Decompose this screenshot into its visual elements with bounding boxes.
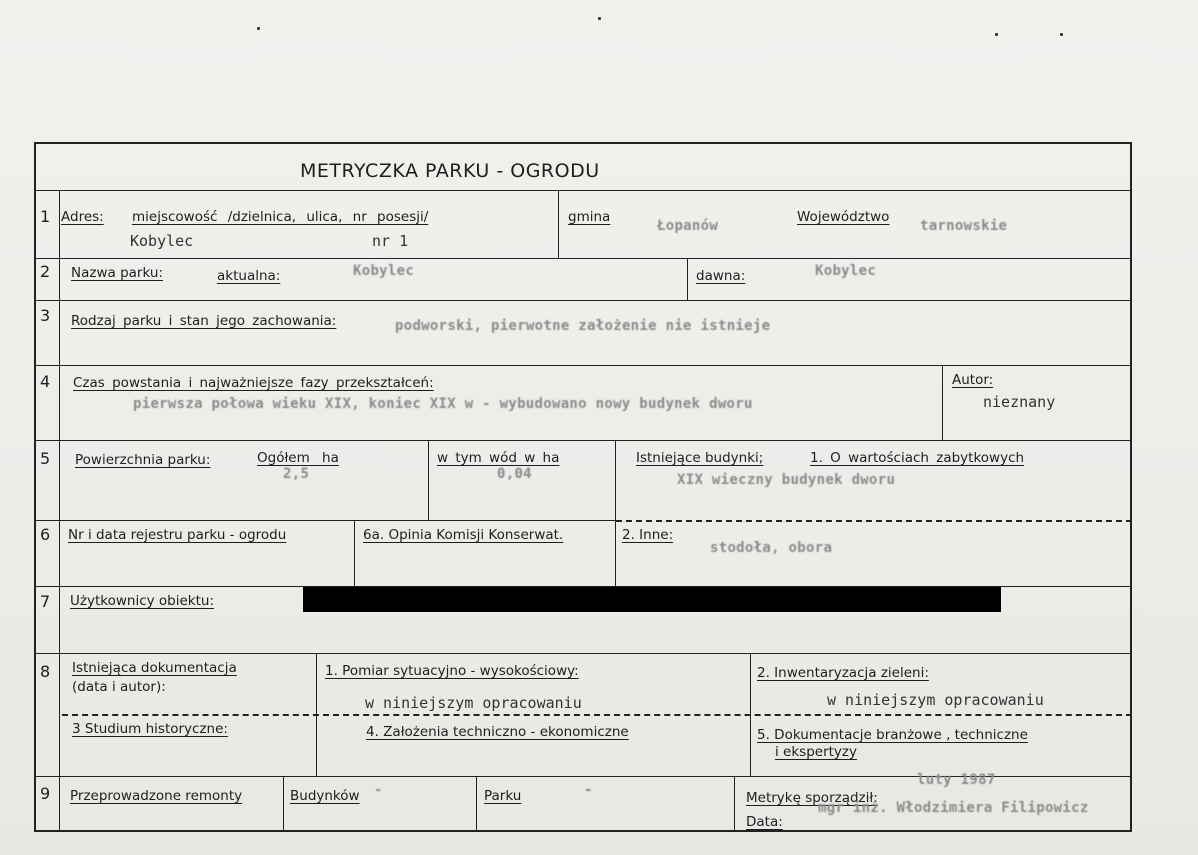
- commune-label: gmina: [568, 209, 611, 225]
- cell-divider: [942, 365, 943, 440]
- cell-divider: [428, 440, 429, 520]
- paper-speck: [257, 27, 260, 30]
- park-type-label: Rodzaj parku i stan jego zachowania:: [71, 313, 337, 329]
- cell-divider: [476, 776, 477, 832]
- form-title: METRYCZKA PARKU - OGRODU: [300, 160, 600, 182]
- current-name-value: Kobylec: [353, 263, 415, 279]
- voivodeship-label: Województwo: [797, 209, 890, 225]
- greenery-inventory-label: 2. Inwentaryzacja zieleni:: [757, 665, 929, 681]
- number-column-divider: [59, 190, 60, 832]
- row-number: 1: [40, 207, 51, 226]
- author-label: Autor:: [952, 372, 994, 388]
- total-area-value: 2,5: [283, 466, 310, 482]
- locality-value: Kobylec: [130, 232, 194, 250]
- water-area-label: w tym wód w ha: [437, 450, 560, 466]
- row-divider: [34, 520, 616, 521]
- locality-label: miejscowość /dzielnica, ulica, nr posesji/: [132, 209, 429, 225]
- former-name-value: Kobylec: [815, 263, 877, 279]
- row-number: 9: [40, 784, 51, 803]
- row-number: 6: [40, 525, 51, 544]
- row-divider-dashed: [62, 714, 1132, 716]
- cell-divider: [750, 653, 751, 776]
- conservator-opinion-label: 6a. Opinia Komisji Konserwat.: [363, 527, 564, 543]
- paper-speck: [995, 33, 998, 36]
- documentation-sublabel: (data i autor):: [72, 679, 166, 695]
- buildings-repairs-value: -: [374, 782, 383, 798]
- row-number: 4: [40, 372, 51, 391]
- cell-divider: [558, 190, 559, 258]
- repairs-label: Przeprowadzone remonty: [70, 788, 243, 804]
- buildings-repairs-label: Budynków: [290, 788, 360, 804]
- survey-label: 1. Pomiar sytuacyjno - wysokościowy:: [325, 663, 579, 679]
- row-number: 8: [40, 662, 51, 681]
- date-value: luty 1987: [917, 772, 996, 788]
- row-number: 7: [40, 592, 51, 611]
- buildings-label: Istniejące budynki;: [636, 450, 764, 466]
- house-number-value: nr 1: [372, 232, 409, 250]
- row-divider: [34, 440, 1132, 441]
- park-repairs-label: Parku: [484, 788, 522, 804]
- paper-speck: [1060, 33, 1063, 36]
- historical-study-label: 3 Studium historyczne:: [72, 721, 228, 737]
- branch-documentation-sublabel: i ekspertyzy: [775, 744, 857, 760]
- users-label: Użytkownicy obiektu:: [70, 593, 214, 609]
- address-label: Adres:: [61, 209, 104, 225]
- voivodeship-value: tarnowskie: [920, 218, 1008, 234]
- cell-divider: [615, 440, 616, 586]
- area-label: Powierzchnia parku:: [75, 452, 211, 468]
- history-value: pierwsza połowa wieku XIX, koniec XIX w - wybudowano nowy budynek dworu: [133, 396, 753, 412]
- prepared-by-value: mgr inż. Włodzimiera Filipowicz: [818, 800, 1089, 816]
- row-divider: [34, 653, 1132, 654]
- row-divider: [34, 258, 1132, 259]
- total-area-label: Ogółem ha: [257, 450, 339, 466]
- park-repairs-value: -: [584, 782, 593, 798]
- cell-divider: [283, 776, 284, 832]
- register-label: Nr i data rejestru parku - ogrodu: [68, 527, 287, 543]
- history-label: Czas powstania i najważniejsze fazy przekształceń:: [73, 375, 434, 391]
- commune-value: Łopanów: [657, 218, 719, 234]
- branch-documentation-label: 5. Dokumentacje branżowe , techniczne: [757, 727, 1028, 743]
- row-divider: [34, 300, 1132, 301]
- heritage-buildings-value: XIX wieczny budynek dworu: [677, 472, 896, 488]
- prepared-by-label: Metrykę sporządził:: [746, 790, 878, 806]
- row-divider: [34, 365, 1132, 366]
- other-buildings-label: 2. Inne:: [622, 527, 674, 543]
- author-value: nieznany: [983, 393, 1056, 411]
- cell-divider: [354, 520, 355, 586]
- cell-divider: [687, 258, 688, 300]
- park-type-value: podworski, pierwotne założenie nie istnieje: [395, 318, 771, 334]
- current-name-label: aktualna:: [217, 268, 281, 284]
- water-area-value: 0,04: [497, 466, 532, 482]
- row-divider: [34, 190, 1132, 191]
- cell-divider: [734, 776, 735, 832]
- former-name-label: dawna:: [696, 268, 746, 284]
- documentation-label: Istniejąca dokumentacja: [72, 660, 237, 676]
- heritage-buildings-label: 1. O wartościach zabytkowych: [810, 450, 1025, 466]
- row-number: 3: [40, 306, 51, 325]
- redaction-bar: [303, 587, 1001, 612]
- date-label: Data:: [746, 814, 783, 830]
- cell-divider: [316, 653, 317, 776]
- park-name-label: Nazwa parku:: [71, 265, 163, 281]
- row-number: 5: [40, 449, 51, 468]
- paper-speck: [598, 17, 601, 20]
- survey-value: w niniejszym opracowaniu: [365, 694, 582, 712]
- row-divider-dashed: [616, 520, 1132, 522]
- technical-assumptions-label: 4. Założenia techniczno - ekonomiczne: [366, 724, 629, 740]
- row-number: 2: [40, 262, 51, 281]
- other-buildings-value: stodoła, obora: [710, 540, 833, 556]
- greenery-inventory-value: w niniejszym opracowaniu: [827, 691, 1044, 709]
